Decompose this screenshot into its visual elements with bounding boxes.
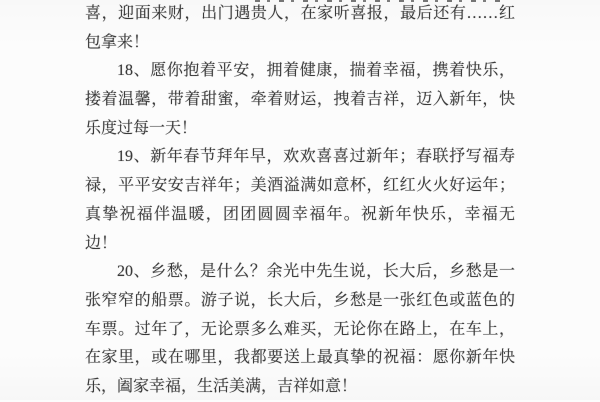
text-line-paragraph19: 真挚祝福伴温暖，团团圆圆幸福年。祝新年快乐，幸福无	[85, 205, 515, 223]
text-line-paragraph20: 20、乡愁，是什么？余光中先生说，长大后，乡愁是一	[117, 263, 515, 281]
text-line-paragraph19: 禄，平平安安吉祥年；美酒溢满如意杯，红红火火好运年；	[85, 177, 515, 195]
text-line-paragraph20: 车票。过年了，无论票多么难买，无论你在路上，在车上，	[85, 320, 515, 338]
text-line-paragraph17: 包拿来！	[85, 33, 150, 51]
text-line-paragraph19: 边！	[85, 234, 118, 252]
text-line-paragraph18: 乐度过每一天！	[85, 119, 198, 137]
document-page	[85, 0, 515, 402]
text-line-paragraph20: 在家里，或在哪里，我都要送上最真挚的祝福：愿你新年快	[85, 349, 515, 367]
text-line-paragraph20: 乐，阖家幸福，生活美满，吉祥如意！	[85, 377, 358, 395]
text-line-paragraph17: 喜，迎面来财，出门遇贵人，在家听喜报，最后还有……红	[85, 5, 515, 22]
text-line-paragraph18: 18、愿你抱着平安，拥着健康，揣着幸福，携着快乐，	[117, 62, 515, 80]
text-line-paragraph19: 19、新年春节拜年早，欢欢喜喜过新年；春联抒写福寿	[117, 148, 515, 166]
text-line-paragraph20: 张窄窄的船票。游子说，长大后，乡愁是一张红色或蓝色的	[85, 291, 515, 309]
text-line-paragraph18: 搂着温馨，带着甜蜜，牵着财运，拽着吉祥，迈入新年，快	[85, 91, 515, 109]
